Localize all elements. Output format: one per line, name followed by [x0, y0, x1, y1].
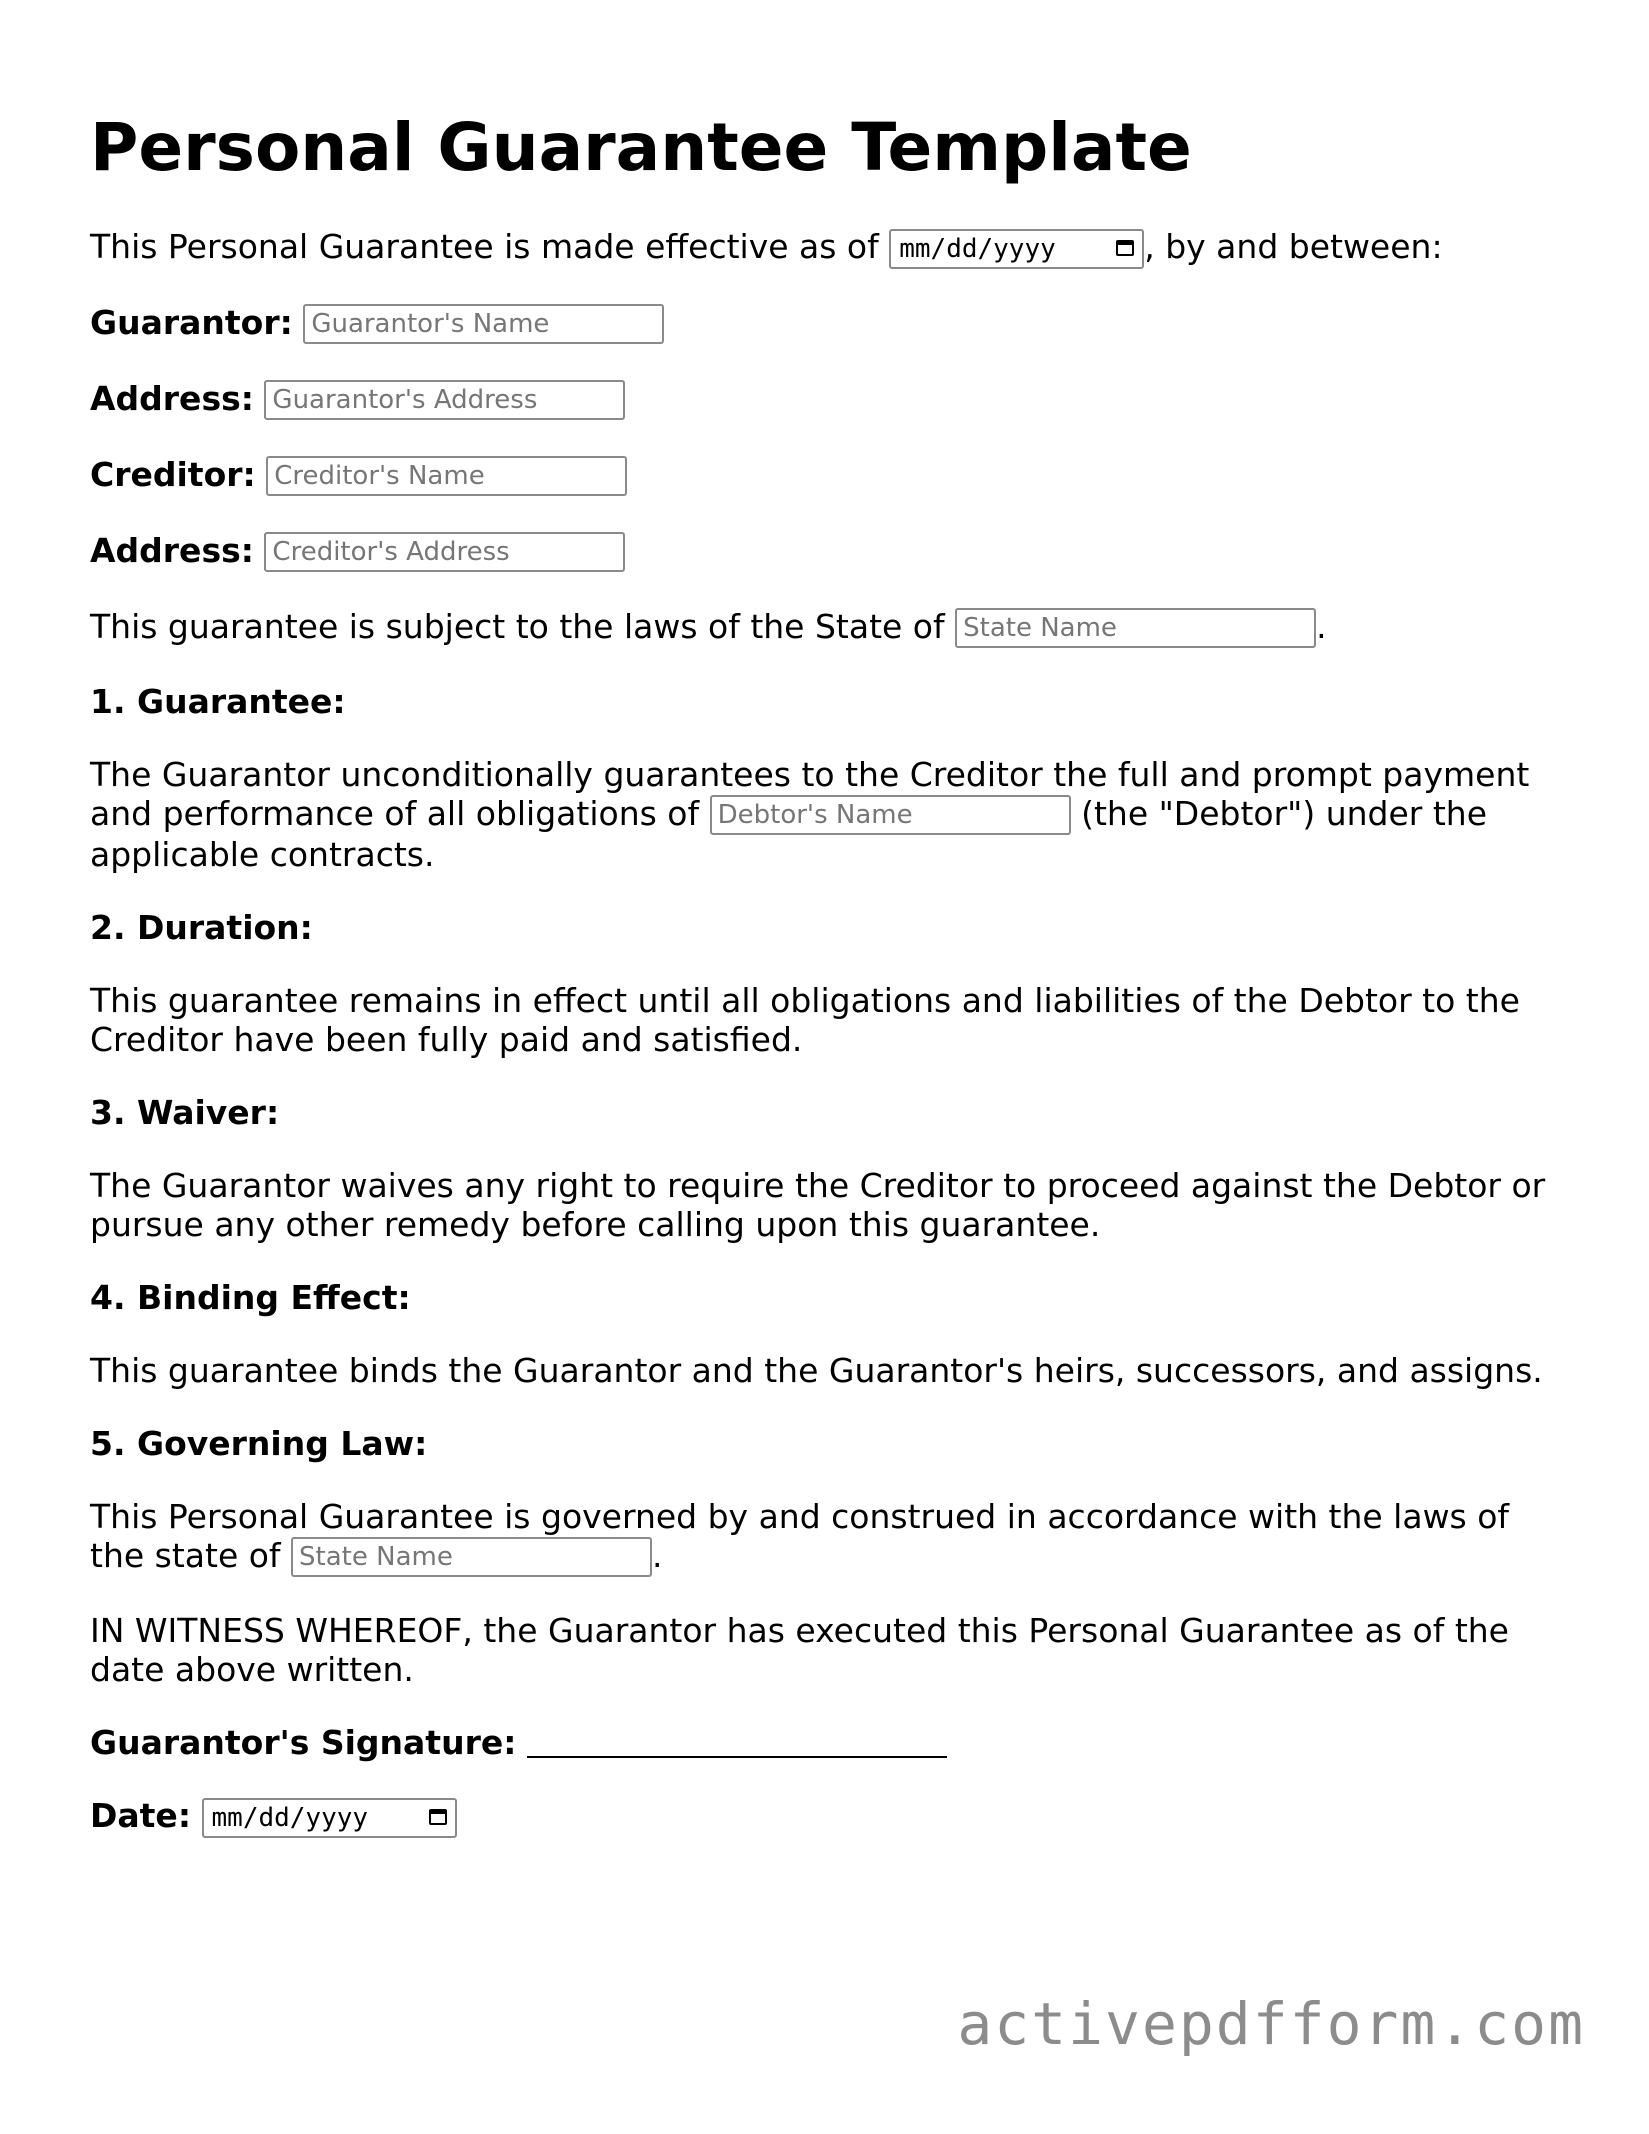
signature-row: [90, 1723, 1570, 1762]
guarantor-address-input[interactable]: [264, 380, 625, 420]
effective-date-placeholder: mm/dd/yyyy: [899, 234, 1056, 265]
intro-text: This Personal Guarantee is made effective as of: [90, 227, 879, 267]
intro-text-end: , by and between:: [1144, 227, 1443, 267]
binding-effect-heading: 4. Binding Effect:: [90, 1278, 411, 1318]
date-label: Date:: [90, 1796, 192, 1836]
watermark: activepdfform.com: [957, 1990, 1585, 2058]
laws-text: This guarantee is subject to the laws of the State of: [90, 607, 945, 647]
guarantor-row: [90, 303, 1570, 344]
creditor-address-input[interactable]: [264, 532, 625, 572]
waiver-paragraph: The Guarantor waives any right to require the Creditor to proceed against the Debtor or pursue any other remedy before calling upon this guarantee.: [90, 1166, 1546, 1245]
duration-heading: 2. Duration:: [90, 908, 313, 948]
signature-line[interactable]: [527, 1726, 947, 1758]
creditor-address-label: Address:: [90, 531, 254, 571]
creditor-row: [90, 455, 1570, 496]
guarantee-text: The Guarantor unconditionally guarantees to the Creditor the full and prompt payment and performance of all obligations of: [90, 755, 1530, 834]
governing-law-period: .: [652, 1536, 663, 1576]
duration-paragraph: This guarantee remains in effect until all obligations and liabilities of the Debtor to the Creditor have been fully paid and satisfied.: [90, 981, 1520, 1060]
laws-period: .: [1316, 607, 1327, 647]
guarantee-text-end: (the "Debtor") under the applicable contracts.: [90, 794, 1488, 875]
governing-state-input[interactable]: [291, 1537, 652, 1577]
waiver-heading: 3. Waiver:: [90, 1093, 280, 1133]
laws-paragraph: [90, 607, 1570, 648]
guarantor-address-row: [90, 379, 1570, 420]
document-page: [90, 108, 1570, 1872]
intro-paragraph: [90, 227, 1570, 269]
binding-effect-paragraph: This guarantee binds the Guarantor and the Guarantor's heirs, successors, and assigns.: [90, 1351, 1543, 1391]
page-title: Personal Guarantee Template: [90, 109, 1192, 186]
creditor-label: Creditor:: [90, 455, 256, 495]
guarantor-address-label: Address:: [90, 379, 254, 419]
state-name-input[interactable]: [955, 608, 1316, 648]
guarantee-paragraph: [90, 755, 1570, 874]
calendar-icon[interactable]: [429, 1809, 447, 1825]
governing-law-heading: 5. Governing Law:: [90, 1424, 428, 1464]
debtor-name-input[interactable]: [710, 795, 1071, 835]
guarantee-heading: 1. Guarantee:: [90, 682, 346, 722]
governing-law-text: This Personal Guarantee is governed by and construed in accordance with the laws of the state of: [90, 1497, 1510, 1576]
signature-label: Guarantor's Signature:: [90, 1723, 517, 1763]
signature-date-placeholder: mm/dd/yyyy: [211, 1803, 369, 1834]
guarantor-label: Guarantor:: [90, 303, 293, 343]
governing-law-paragraph: [90, 1497, 1570, 1577]
creditor-name-input[interactable]: [266, 456, 627, 496]
date-row: [90, 1796, 1570, 1838]
witness-paragraph: IN WITNESS WHEREOF, the Guarantor has executed this Personal Guarantee as of the date above written.: [90, 1611, 1509, 1690]
guarantor-name-input[interactable]: [303, 304, 664, 344]
signature-date-input[interactable]: [202, 1798, 457, 1838]
calendar-icon[interactable]: [1116, 240, 1134, 256]
creditor-address-row: [90, 531, 1570, 572]
effective-date-input[interactable]: [889, 229, 1144, 269]
